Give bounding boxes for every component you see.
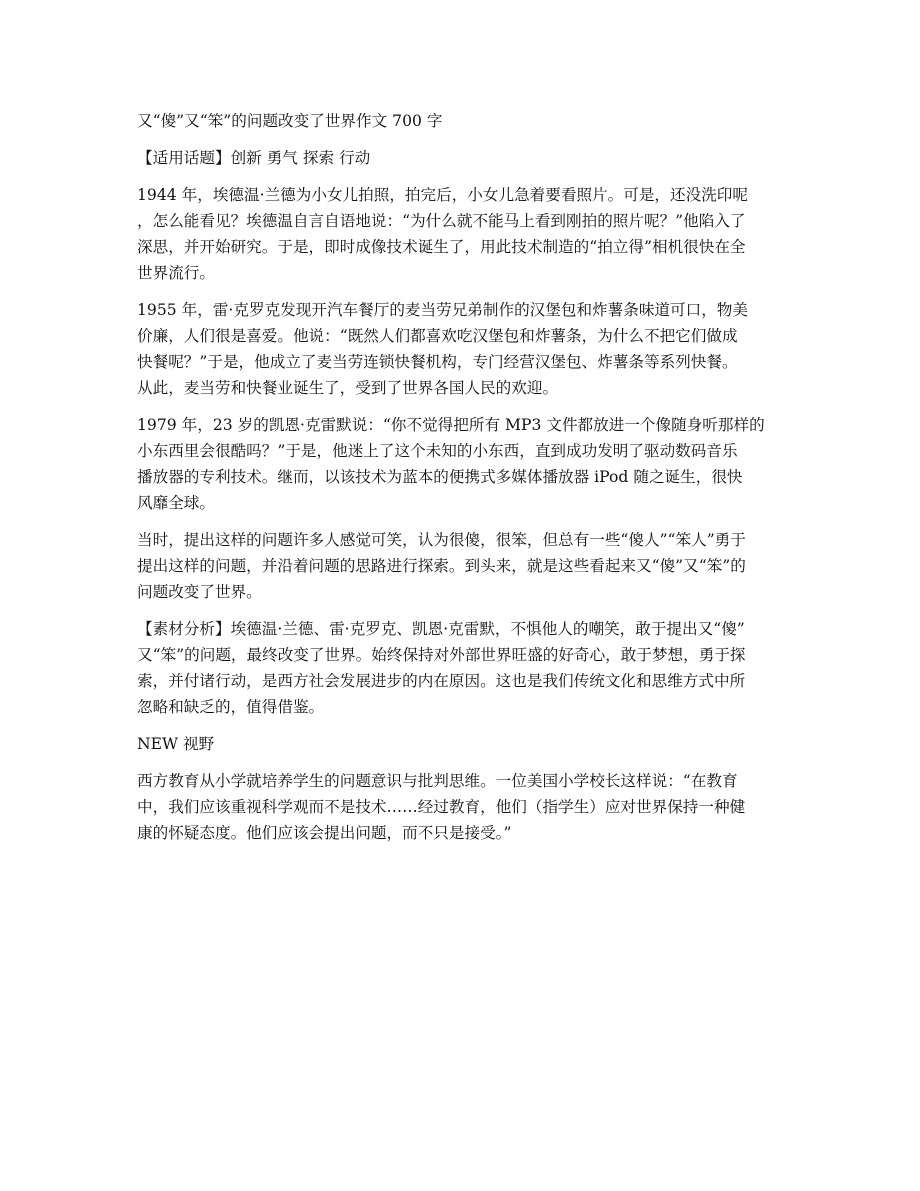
text-line: 播放器的专利技术。继而，以该技术为蓝本的便携式多媒体播放器 iPod 随之诞生，很快	[137, 468, 743, 486]
text-line: 提出这样的问题，并沿着问题的思路进行探索。到头来，就是这些看起来又“傻”又“笨”的	[137, 557, 746, 575]
body-paragraph	[137, 182, 797, 286]
text-line: 中，我们应该重视科学观而不是技术……经过教育，他们（指学生）应对世界保持一种健	[137, 798, 746, 816]
text-line: 索，并付诸行动，是西方社会发展进步的内在原因。这也是我们传统文化和思维方式中所	[137, 672, 746, 690]
document-body	[137, 108, 797, 857]
text-line: 问题改变了世界。	[137, 583, 262, 601]
section-heading: NEW 视野	[137, 735, 215, 753]
text-line: ，怎么能看见？埃德温自言自语地说：“为什么就不能马上看到刚拍的照片呢？”他陷入了	[137, 212, 746, 230]
text-line: 1944 年，埃德温·兰德为小女儿拍照，拍完后，小女儿急着要看照片。可是，还没洗印呢	[137, 186, 748, 204]
text-line: 西方教育从小学就培养学生的问题意识与批判思维。一位美国小学校长这样说：“在教育	[137, 772, 738, 790]
text-line: 小东西里会很酷吗？”于是，他迷上了这个未知的小东西，直到成功发明了驱动数码音乐	[137, 442, 738, 460]
text-line: 世界流行。	[137, 264, 215, 282]
text-line: 当时，提出这样的问题许多人感觉可笑，认为很傻，很笨，但总有一些“傻人”“笨人”勇于	[137, 531, 746, 549]
text-line: 忽略和缺乏的，值得借鉴。	[137, 698, 325, 716]
text-line: 【素材分析】埃德温·兰德、雷·克罗克、凯恩·克雷默，不惧他人的嘲笑，敢于提出又“傻”	[137, 620, 745, 638]
body-paragraph	[137, 412, 797, 516]
closing-paragraph	[137, 768, 797, 846]
body-paragraph	[137, 297, 797, 401]
topics-line: 【适用话题】创新 勇气 探索 行动	[137, 149, 371, 167]
text-line: 1979 年，23 岁的凯恩·克雷默说：“你不觉得把所有 MP3 文件都放进一个像随身听那样的	[137, 416, 765, 434]
body-paragraph	[137, 616, 797, 720]
text-line: 快餐呢？”于是，他成立了麦当劳连锁快餐机构，专门经营汉堡包、炸薯条等系列快餐。	[137, 353, 738, 371]
document-title: 又“傻”又“笨”的问题改变了世界作文 700 字	[137, 112, 443, 130]
text-line: 风靡全球。	[137, 494, 215, 512]
body-paragraph	[137, 527, 797, 605]
text-line: 1955 年，雷·克罗克发现开汽车餐厅的麦当劳兄弟制作的汉堡包和炸薯条味道可口，物美	[137, 301, 748, 319]
text-line: 又“笨”的问题，最终改变了世界。始终保持对外部世界旺盛的好奇心，敢于梦想，勇于探	[137, 646, 746, 664]
text-line: 深思，并开始研究。于是，即时成像技术诞生了，用此技术制造的“拍立得”相机很快在全	[137, 238, 746, 256]
text-line: 从此，麦当劳和快餐业诞生了，受到了世界各国人民的欢迎。	[137, 379, 559, 397]
text-line: 康的怀疑态度。他们应该会提出问题，而不只是接受。”	[137, 824, 512, 842]
text-line: 价廉，人们很是喜爱。他说：“既然人们都喜欢吃汉堡包和炸薯条，为什么不把它们做成	[137, 327, 738, 345]
